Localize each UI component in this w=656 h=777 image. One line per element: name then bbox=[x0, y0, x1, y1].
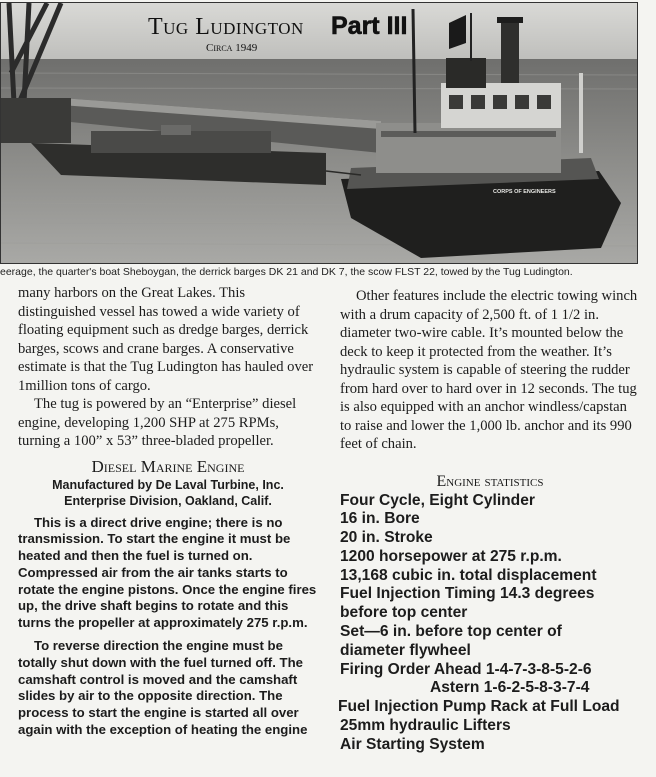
stat-line: before top center bbox=[340, 604, 468, 622]
stat-line: diameter flywheel bbox=[340, 641, 471, 659]
paragraph: many harbors on the Great Lakes. This distinguished vessel has towed a wide variety of floating equipment such as dredge barges, derrick barges, scows and crane barges. A conservative estimate is that the Tug Ludington has hauled over 1million tons of cargo. bbox=[18, 285, 314, 394]
photo-caption: eerage, the quarter's boat Sheboygan, the derrick barges DK 21 and DK 7, the scow FLST 22, towed by the Tug Ludington. bbox=[0, 266, 573, 278]
part-label: Part III bbox=[331, 12, 408, 40]
stat-line: Set—6 in. before top center of bbox=[340, 623, 562, 641]
stat-line: Four Cycle, Eight Cylinder bbox=[340, 491, 535, 509]
stat-line: 13,168 cubic in. total displacement bbox=[340, 566, 597, 584]
hull-marking: CORPS OF ENGINEERS bbox=[493, 189, 556, 195]
paragraph: This is a direct drive engine; there is no transmission. To start the engine it must be heated and then the fuel is turned on. Compressed air from the air tanks starts to rotate the engine pistons. Once the engine fires up, the drive shaft begins to rotate and this turns the propeller at approximately 275 r.p.m. bbox=[18, 514, 317, 631]
stat-line: 20 in. Stroke bbox=[340, 529, 433, 547]
stat-line: 1200 horsepower at 275 r.p.m. bbox=[340, 547, 562, 565]
stat-line: Astern 1-6-2-5-8-3-7-4 bbox=[430, 679, 590, 697]
circa-date: Circa 1949 bbox=[206, 42, 258, 54]
manufacturer-line: Manufactured by De Laval Turbine, Inc. bbox=[52, 477, 284, 492]
left-column bbox=[18, 284, 318, 739]
right-column bbox=[340, 287, 640, 755]
stat-line: 16 in. Bore bbox=[340, 510, 420, 528]
section-heading: Diesel Marine Engine bbox=[91, 456, 245, 476]
stat-line: Fuel Injection Pump Rack at Full Load bbox=[338, 698, 620, 716]
tug-photo bbox=[0, 2, 638, 264]
paragraph: The tug is powered by an “Enterprise” diesel engine, developing 1,200 SHP at 275 RPMs, turning a 100” x 53” three-bladed propeller. bbox=[18, 396, 297, 449]
stat-line: 25mm hydraulic Lifters bbox=[340, 717, 511, 735]
tug-photo-illustration bbox=[1, 3, 638, 264]
manufacturer-line: Enterprise Division, Oakland, Calif. bbox=[64, 493, 272, 508]
article-title: Tug Ludington bbox=[148, 14, 304, 40]
stat-line: Firing Order Ahead 1-4-7-3-8-5-2-6 bbox=[340, 660, 592, 678]
paragraph: Other features include the electric towing winch with a drum capacity of 2,500 ft. of 1 1/2 in. diameter two-wire cable. It’s mounted below the deck to keep it protected from the weather. It’s hydraulic system is capable of steering the rudder from hard over to hard over in 12 seconds. The tug is also equipped with an anchor windless/capstan to raise and lower the 1,000 lb. anchor and its 990 feet of chain. bbox=[340, 288, 638, 452]
paragraph: To reverse direction the engine must be totally shut down with the fuel turned off. The camshaft control is moved and the camshaft slides by air to the opposite direction. The process to start the engine is started all over again with the exception of heating the engine bbox=[18, 638, 308, 738]
stat-line: Fuel Injection Timing 14.3 degrees bbox=[340, 585, 595, 603]
stat-line: Air Starting System bbox=[340, 735, 485, 753]
stats-heading: Engine statistics bbox=[436, 472, 544, 490]
